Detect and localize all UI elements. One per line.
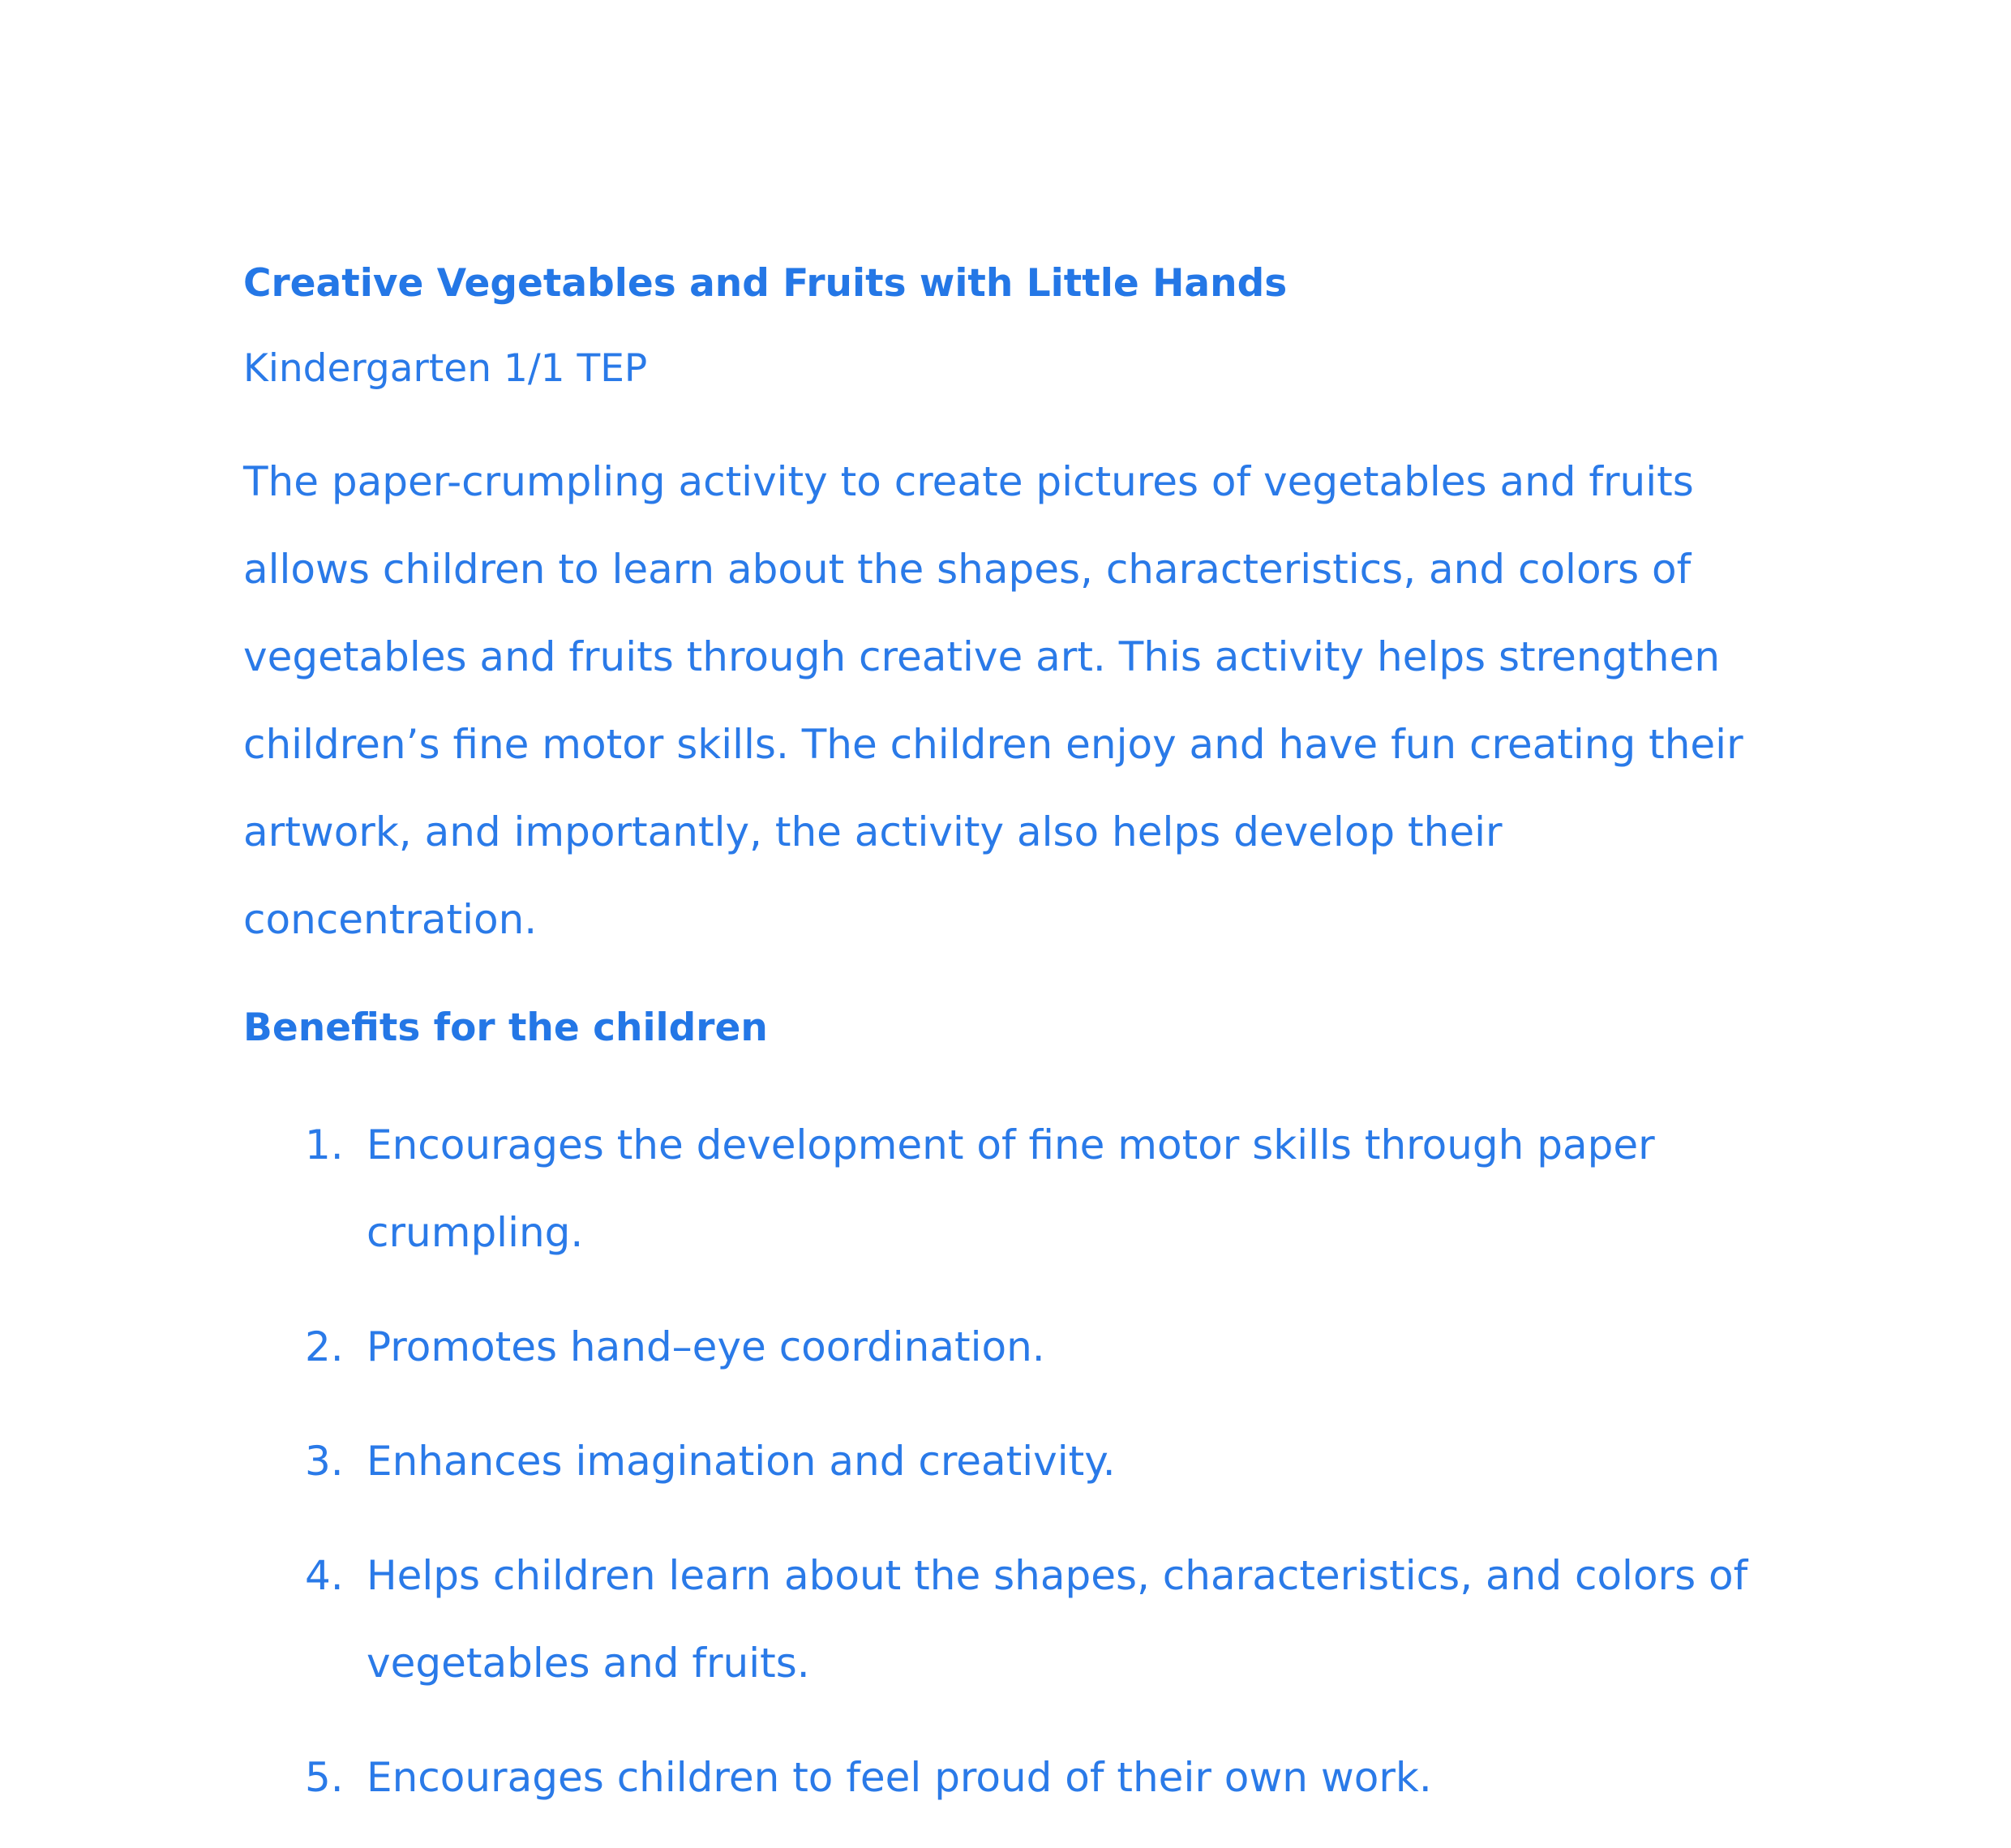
intro-paragraph: The paper-crumpling activity to create pictures of vegetables and fruits allows children to learn about the shapes, characteristics, and colors of vegetables and fruits through creative art. This activity helps strengthen children’s fine motor skills. The children enjoy and have fun creating their artwork, and importantly, the activity also helps develop their concentration. (243, 458, 1743, 943)
benefit-number: 5. (305, 1754, 344, 1801)
benefit-text: Helps children learn about the shapes, characteristics, and colors of vegetables and fruits. (367, 1552, 1748, 1687)
benefit-text: Enhances imagination and creativity. (367, 1438, 1116, 1485)
benefit-text: Promotes hand–eye coordination. (367, 1323, 1045, 1370)
benefit-item-5 (243, 1734, 1784, 1821)
benefit-number: 2. (305, 1323, 344, 1370)
document-title: Creative Vegetables and Fruits with Little Hands (243, 261, 1288, 306)
benefit-item-3 (243, 1417, 1784, 1505)
benefit-number: 1. (305, 1121, 344, 1168)
document-subtitle: Kindergarten 1/1 TEP (243, 346, 648, 391)
benefit-number: 4. (305, 1552, 344, 1599)
benefit-number: 3. (305, 1438, 344, 1485)
document-page (243, 243, 1784, 1848)
benefit-item-2 (243, 1303, 1784, 1391)
benefit-item-4 (243, 1532, 1784, 1707)
benefit-item-1 (243, 1101, 1784, 1276)
benefits-list (243, 1101, 1784, 1821)
benefit-text: Encourages the development of fine motor skills through paper crumpling. (367, 1121, 1655, 1256)
benefit-text: Encourages children to feel proud of their own work. (367, 1754, 1432, 1801)
benefits-heading: Benefits for the children (243, 1005, 768, 1050)
